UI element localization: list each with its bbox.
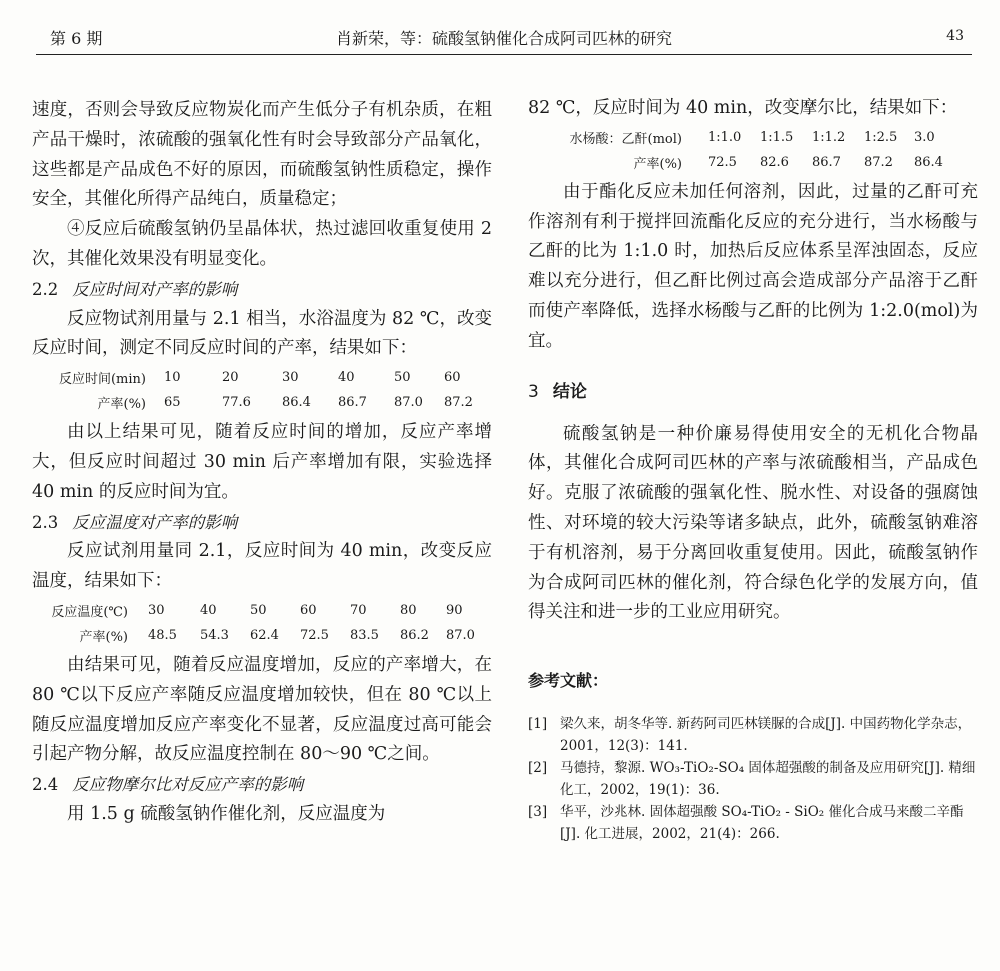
table-row [42, 390, 473, 415]
time-yield-table [42, 365, 473, 415]
reference-text: 马德持，黎源. WO₃-TiO₂-SO₄ 固体超强酸的制备及应用研究[J]. 精细化工，2002，19(1)：36. [560, 760, 976, 799]
table-row-label: 反应温度(℃) [51, 604, 128, 620]
table-row [36, 623, 475, 648]
table-cell: 30 [282, 370, 299, 386]
table-cell: 86.2 [400, 627, 429, 643]
left-paragraph-6: 由结果可见，随着反应温度增加，反应的产率增大，在 80 ℃以下反应产率随反应温度增加较快，但在 80 ℃以上随反应温度增加反应产率变化不显著，反应温度过高可能会引起产物分解，故反应温度控制在 80～90 ℃之间。 [32, 654, 492, 765]
left-paragraph-2: ④反应后硫酸氢钠仍呈晶体状，热过滤回收重复使用 2 次，其催化效果没有明显变化。 [32, 219, 492, 269]
running-header [36, 14, 972, 55]
section-2-2-heading [32, 275, 492, 305]
table-row [36, 598, 475, 623]
left-paragraph-1: 速度，否则会导致反应物炭化而产生低分子有机杂质，在粗产品干燥时，浓硫酸的强氧化性有时会导致部分产品氧化，这些都是产品成色不好的原因，而硫酸氢钠性质稳定，操作安全，其催化所得产品纯白，质量稳定； [32, 100, 492, 210]
table-cell: 48.5 [148, 627, 177, 643]
molar-ratio-yield-table [558, 125, 943, 175]
table-cell: 1:1.0 [708, 129, 742, 145]
conclusion-paragraph: 硫酸氢钠是一种价廉易得使用安全的无机化合物晶体，其催化合成阿司匹林的产率与浓硫酸相当，产品成色好。克服了浓硫酸的强氧化性、脱水性、对设备的强腐蚀性、对环境的较大污染等诸多缺点，此外，硫酸氢钠难溶于有机溶剂，易于分离回收重复使用。因此，硫酸氢钠作为合成阿司匹林的催化剂，符合绿色化学的发展方向，值得关注和进一步的工业应用研究。 [528, 423, 978, 623]
table-cell: 40 [200, 602, 217, 618]
table-cell: 87.0 [394, 395, 423, 411]
table-cell: 87.2 [444, 395, 473, 411]
table-row [558, 150, 943, 175]
references-heading: 参考文献： [528, 671, 609, 691]
table-cell: 70 [350, 602, 367, 618]
running-title: 肖新荣，等：硫酸氢钠催化合成阿司匹林的研究 [335, 29, 672, 48]
reference-text: 华平，沙兆林. 固体超强酸 SO₄-TiO₂ - SiO₂ 催化合成马来酸二辛酯[J]. 化工进展，2002，21(4)：266. [560, 804, 964, 843]
table-cell: 1:2.5 [864, 129, 898, 145]
right-column [528, 94, 978, 845]
table-cell: 54.3 [200, 627, 229, 643]
table-cell: 72.5 [300, 627, 329, 643]
reference-item [528, 801, 978, 845]
table-cell: 10 [164, 370, 181, 386]
table-cell: 65 [164, 395, 181, 411]
table-cell: 86.7 [812, 154, 841, 170]
reference-number: [3] [528, 804, 548, 821]
issue-number: 第 6 期 [50, 29, 103, 48]
table-cell: 72.5 [708, 154, 737, 170]
table-row [42, 365, 473, 390]
section-number: 2.4 [32, 775, 59, 795]
table-cell: 87.2 [864, 154, 893, 170]
section-number: 2.3 [32, 512, 59, 532]
table-cell: 86.4 [914, 154, 943, 170]
table-cell: 87.0 [446, 627, 475, 643]
table-cell: 86.7 [338, 395, 367, 411]
table-cell: 1:1.2 [812, 129, 846, 145]
table-cell: 80 [400, 602, 417, 618]
left-paragraph-7: 用 1.5 g 硫酸氢钠作催化剂，反应温度为 [67, 803, 386, 824]
left-paragraph-3: 反应物试剂用量与 2.1 相当，水浴温度为 82 ℃，改变反应时间，测定不同反应时间的产率，结果如下： [32, 308, 492, 359]
table-row [558, 125, 943, 150]
reference-number: [2] [528, 760, 548, 777]
left-paragraph-4: 由以上结果可见，随着反应时间的增加，反应产率增大，但反应时间超过 30 min 后产率增加有限，实验选择 40 min 的反应时间为宜。 [32, 422, 492, 502]
table-cell: 86.4 [282, 395, 311, 411]
section-2-4-heading [32, 770, 492, 800]
table-row-label: 水杨酸：乙酐(mol) [569, 131, 682, 147]
reference-item [528, 757, 978, 801]
section-number: 2.2 [32, 279, 59, 299]
right-paragraph-2: 由于酯化反应未加任何溶剂，因此，过量的乙酐可充作溶剂有利于搅拌回流酯化反应的充分进行，当水杨酸与乙酐的比为 1:1.0 时，加热后反应体系呈浑浊固态，反应难以充分进行，但乙酐比例过高会造成部分产品溶于乙酐而使产率降低，选择水杨酸与乙酐的比例为 1:2.0(mol)为宜。 [528, 181, 978, 351]
section-3-heading [528, 377, 978, 402]
reference-text: 梁久来，胡冬华等. 新药阿司匹林镁脲的合成[J]. 中国药物化学杂志，2001，12(3)：141. [560, 716, 972, 755]
table-cell: 20 [222, 370, 239, 386]
table-cell: 90 [446, 602, 463, 618]
table-cell: 62.4 [250, 627, 279, 643]
table-cell: 30 [148, 602, 165, 618]
table-cell: 83.5 [350, 627, 379, 643]
table-cell: 60 [444, 370, 461, 386]
section-2-3-heading [32, 508, 492, 538]
reference-item [528, 713, 978, 757]
left-paragraph-5: 反应试剂用量同 2.1，反应时间为 40 min，改变反应温度，结果如下： [32, 541, 492, 592]
table-cell: 50 [250, 602, 267, 618]
table-row-label: 产率(%) [633, 156, 682, 172]
table-cell: 1:1.5 [760, 129, 794, 145]
table-cell: 3.0 [914, 129, 935, 145]
section-title: 反应物摩尔比对反应产率的影响 [72, 775, 304, 795]
table-row-label: 产率(%) [97, 397, 146, 413]
section-number: 3 [528, 381, 539, 402]
table-row-label: 产率(%) [79, 629, 128, 645]
table-cell: 60 [300, 602, 317, 618]
section-title: 反应温度对产率的影响 [72, 512, 238, 532]
right-paragraph-1: 82 ℃，反应时间为 40 min，改变摩尔比，结果如下： [528, 98, 958, 118]
temperature-yield-table [36, 598, 475, 648]
page-number: 43 [946, 28, 964, 44]
table-row-label: 反应时间(min) [58, 372, 146, 388]
table-cell: 40 [338, 370, 355, 386]
section-title: 结论 [552, 381, 587, 402]
table-cell: 82.6 [760, 154, 789, 170]
section-title: 反应时间对产率的影响 [72, 279, 238, 299]
references-list [528, 713, 978, 845]
table-cell: 77.6 [222, 395, 251, 411]
table-cell: 50 [394, 370, 411, 386]
reference-number: [1] [528, 716, 548, 733]
left-column [32, 96, 492, 830]
